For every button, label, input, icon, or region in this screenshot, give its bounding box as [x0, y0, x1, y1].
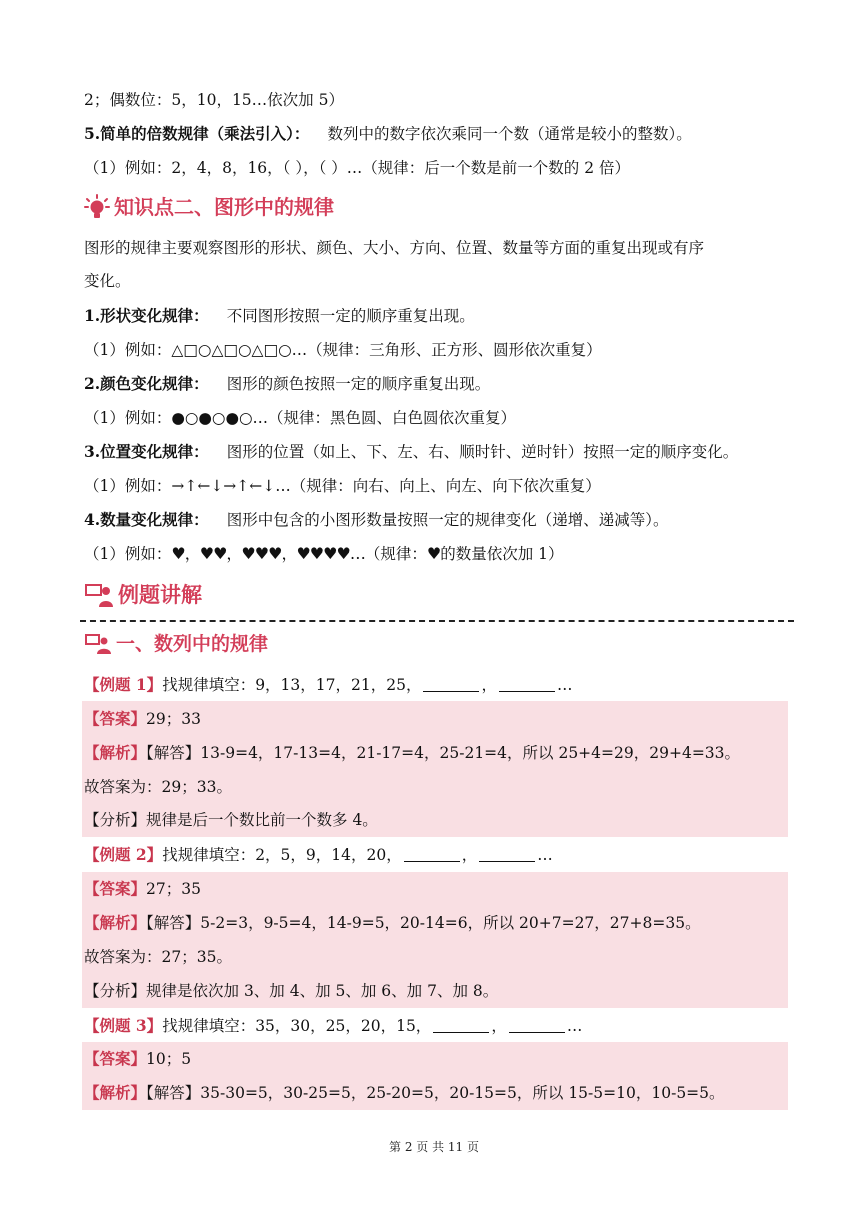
fenxi-line: 【分析】规律是后一个数比前一个数多 4。 [84, 811, 378, 829]
answer-line: 【答案】10；5 [84, 1049, 192, 1068]
conclusion-line: 故答案为：29；33。 [84, 778, 232, 796]
page-footer: 第 2 页 共 11 页 [389, 1140, 479, 1154]
heart-icon: ♥ [426, 544, 441, 563]
subsection-title: 一、数列中的规律 [116, 633, 269, 655]
example-question: 【例题 1】找规律填空：9，13，17，21，25， ， … [84, 675, 573, 694]
rule-title: 3.位置变化规律： [84, 442, 209, 461]
answer-line: 【答案】27；35 [84, 879, 201, 898]
text-line: （1）例如：♥，♥♥，♥♥♥，♥♥♥♥…（规律：♥的数量依次加 1） [84, 540, 790, 568]
teacher-icon [84, 582, 114, 608]
analysis-line: 【解析】【解答】35-30=5，30-25=5，25-20=5，20-15=5，所以 15-5=10，10-5=5。 [84, 1083, 725, 1102]
teacher-icon [84, 633, 112, 655]
rule-title: 2.颜色变化规律： [84, 374, 209, 393]
example-question: 【例题 3】找规律填空：35，30，25，20，15， ， … [84, 1016, 583, 1035]
rule-title: 1.形状变化规律： [84, 306, 209, 325]
examples-title: 例题讲解 [118, 582, 202, 607]
answer-line: 【答案】29；33 [84, 709, 201, 728]
answer-blank [499, 675, 555, 692]
text-line: 变化。 [84, 272, 131, 290]
examples-heading [84, 578, 202, 612]
text-line [84, 438, 790, 466]
answer-blank [404, 845, 460, 862]
text-line [84, 370, 790, 398]
text-line: （1）例如：2，4，8，16，（ ），（ ）…（规律：后一个数是前一个数的 2 倍） [84, 159, 630, 177]
example-question: 【例题 2】找规律填空：2，5，9，14，20， ， … [84, 845, 553, 864]
analysis-line: 【解析】【解答】5-2=3，9-5=4，14-9=5，20-14=6，所以 20+7=27，27+8=35。 [84, 913, 701, 932]
analysis-line: 【解析】【解答】13-9=4，17-13=4，21-17=4，25-21=4，所以 25+4=29，29+4=33。 [84, 743, 741, 762]
section-title: 知识点二、图形中的规律 [114, 195, 334, 219]
answer-blank [423, 675, 479, 692]
subsection-heading [84, 629, 268, 659]
text-line [84, 506, 790, 534]
rule-text: 不同图形按照一定的顺序重复出现。 [226, 307, 475, 325]
section-heading [84, 190, 334, 224]
conclusion-line: 故答案为：27；35。 [84, 948, 232, 966]
answer-blank [479, 845, 535, 862]
lightbulb-icon [84, 194, 110, 220]
rule-text: 图形的位置（如上、下、左、右、顺时针、逆时针）按照一定的顺序变化。 [226, 443, 739, 461]
rule-text: 数列中的数字依次乘同一个数（通常是较小的整数）。 [327, 125, 692, 143]
rule-title: 4.数量变化规律： [84, 510, 209, 529]
text-line: （1）例如：●○●○●○…（规律：黑色圆、白色圆依次重复） [84, 409, 517, 427]
rule-text: 图形的颜色按照一定的顺序重复出现。 [226, 375, 491, 393]
answer-blank [509, 1016, 565, 1033]
text-line: （1）例如：△□○△□○△□○…（规律：三角形、正方形、圆形依次重复） [84, 341, 602, 359]
fenxi-line: 【分析】规律是依次加 3、加 4、加 5、加 6、加 7、加 8。 [84, 982, 499, 1000]
text-line: （1）例如：→↑←↓→↑←↓…（规律：向右、向上、向左、向下依次重复） [84, 477, 601, 495]
text-line: 图形的规律主要观察图形的形状、颜色、大小、方向、位置、数量等方面的重复出现或有序 [84, 239, 705, 257]
heart-sequence: ♥，♥♥，♥♥♥，♥♥♥♥… [171, 544, 365, 563]
text-line: 2；偶数位：5，10，15…依次加 5） [84, 91, 344, 109]
rule-title: 5.简单的倍数规律（乘法引入）： [84, 124, 310, 143]
text-line [84, 120, 790, 148]
text-line [84, 302, 790, 330]
rule-text: 图形中包含的小图形数量按照一定的规律变化（递增、递减等）。 [226, 511, 669, 529]
divider [80, 620, 794, 622]
answer-blank [433, 1016, 489, 1033]
